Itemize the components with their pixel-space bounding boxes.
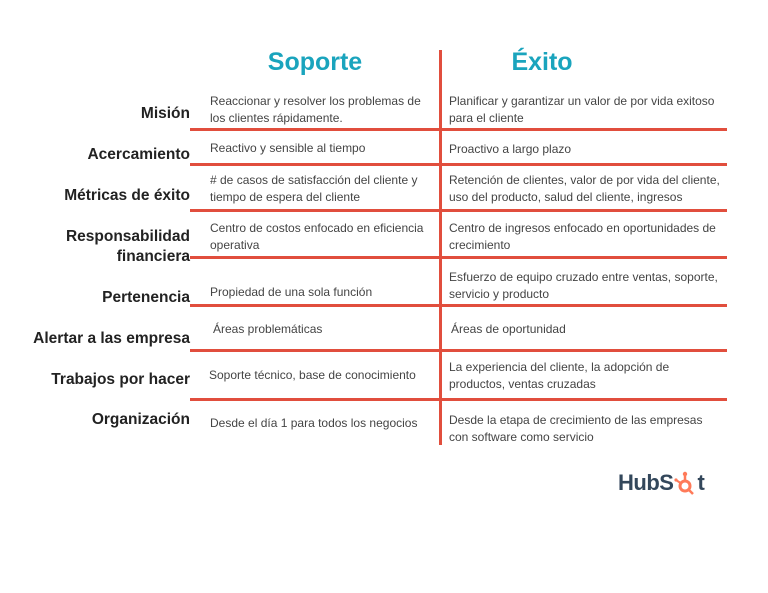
- logo-text-left: HubS: [618, 470, 674, 495]
- row-divider: [190, 209, 727, 212]
- cell-exito-trabajos: La experiencia del cliente, la adopción de productos, ventas cruzadas: [449, 360, 670, 391]
- column-header-soporte: Soporte: [267, 48, 363, 76]
- cell-soporte-metricas: # de casos de satisfacción del cliente y tiempo de espera del cliente: [210, 173, 418, 204]
- cell-soporte-organizacion: Desde el día 1 para todos los negocios: [210, 416, 418, 430]
- cell-exito-metricas: Retención de clientes, valor de por vida del cliente, uso del producto, salud del cliente, ingresos: [449, 173, 720, 204]
- cell-exito-responsabilidad: Centro de ingresos enfocado en oportunidades de crecimiento: [449, 221, 716, 252]
- row-label-acercamiento: Acercamiento: [87, 146, 190, 163]
- sprocket-icon: [674, 471, 696, 495]
- hubspot-logo: [618, 470, 704, 496]
- cell-exito-acercamiento: Proactivo a largo plazo: [449, 142, 572, 156]
- cell-exito-pertenencia: Esfuerzo de equipo cruzado entre ventas, soporte, servicio y producto: [449, 270, 718, 301]
- cell-soporte-acercamiento: Reactivo y sensible al tiempo: [210, 141, 366, 155]
- cell-exito-mision: Planificar y garantizar un valor de por vida exitoso para el cliente: [449, 94, 715, 125]
- row-divider: [190, 398, 727, 401]
- row-divider: [190, 304, 727, 307]
- row-label-responsabilidad: Responsabilidad financiera: [65, 228, 190, 265]
- column-header-exito: Éxito: [511, 48, 573, 76]
- cell-soporte-responsabilidad: Centro de costos enfocado en eficiencia operativa: [210, 221, 424, 252]
- cell-soporte-pertenencia: Propiedad de una sola función: [210, 285, 373, 299]
- row-label-organizacion: Organización: [91, 411, 190, 428]
- cell-exito-alertar: Áreas de oportunidad: [451, 322, 566, 336]
- row-divider: [190, 349, 727, 352]
- row-label-alertar: Alertar a las empresa: [33, 330, 190, 347]
- row-label-mision: Misión: [140, 105, 190, 122]
- cell-soporte-trabajos: Soporte técnico, base de conocimiento: [209, 368, 416, 382]
- cell-soporte-alertar: Áreas problemáticas: [213, 322, 323, 336]
- logo-text-right: t: [697, 470, 705, 495]
- row-divider: [190, 128, 727, 131]
- row-label-trabajos: Trabajos por hacer: [51, 371, 190, 388]
- column-divider: [439, 50, 442, 445]
- row-label-pertenencia: Pertenencia: [102, 289, 190, 306]
- row-label-metricas: Métricas de éxito: [64, 187, 190, 204]
- cell-exito-organizacion: Desde la etapa de crecimiento de las empresas con software como servicio: [449, 413, 703, 444]
- cell-soporte-mision: Reaccionar y resolver los problemas de los clientes rápidamente.: [210, 94, 421, 125]
- row-divider: [190, 163, 727, 166]
- row-divider: [190, 256, 727, 259]
